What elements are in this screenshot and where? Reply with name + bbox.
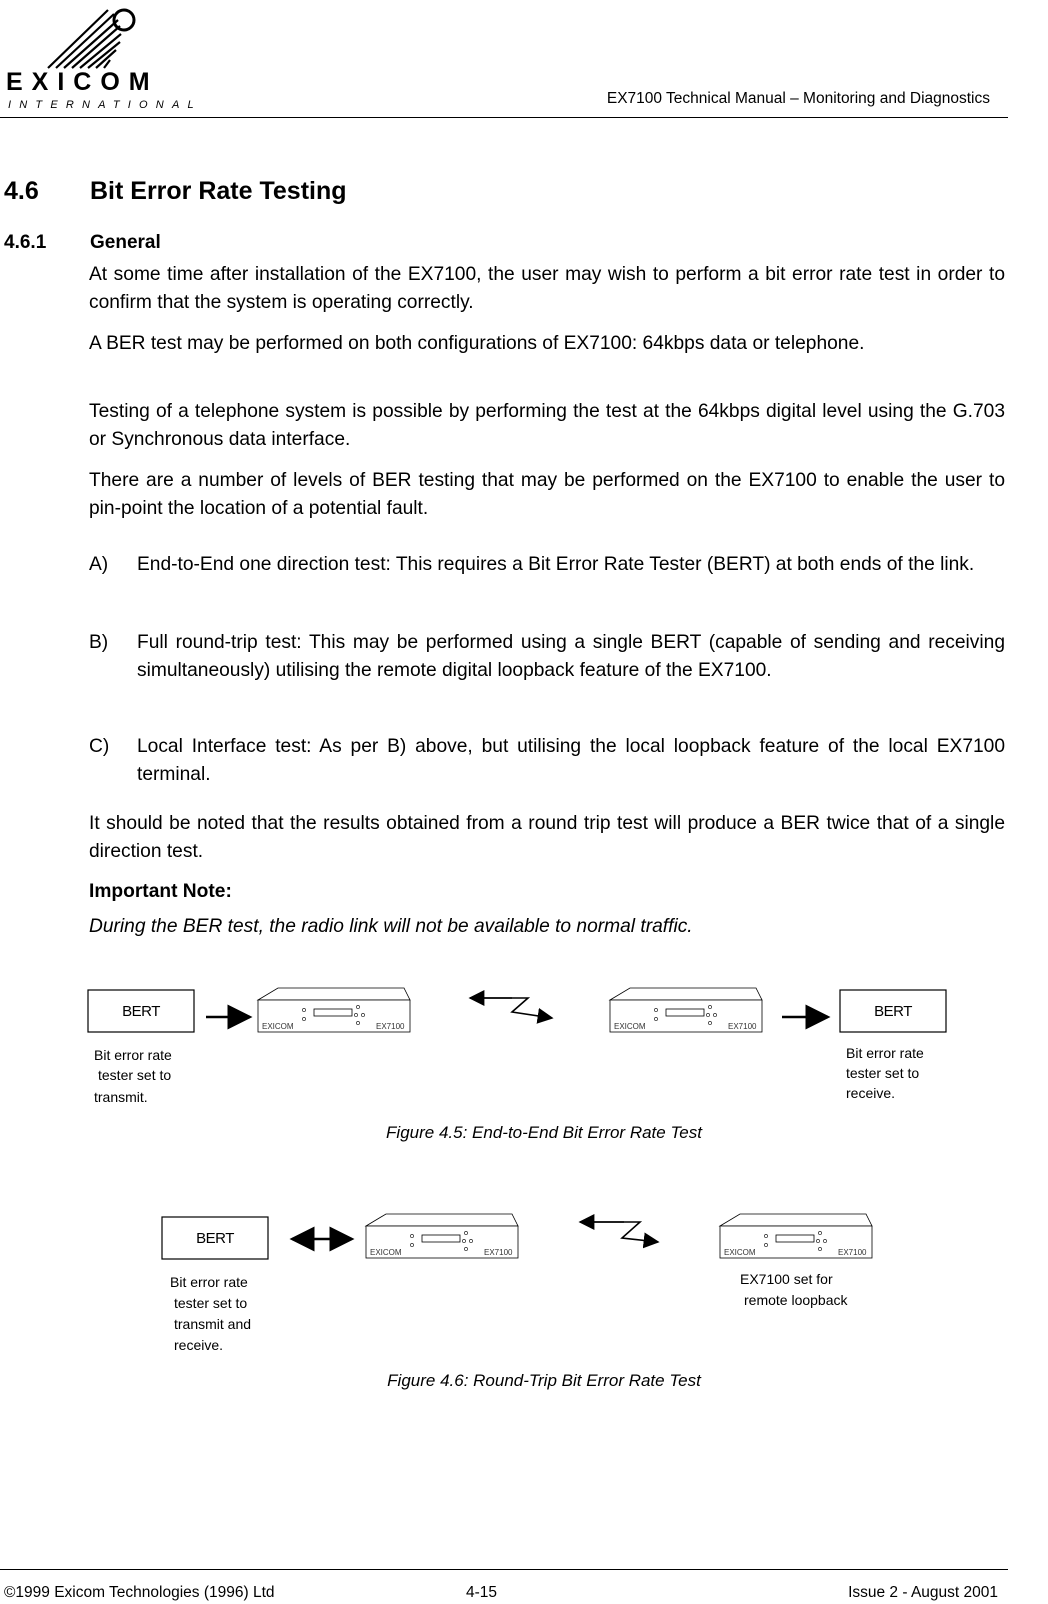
subsection-number: 4.6.1	[4, 232, 47, 253]
section-title: Bit Error Rate Testing	[90, 177, 347, 205]
logo-mark-icon	[48, 10, 134, 68]
bert-box-left	[88, 990, 194, 1032]
bert-label: BERT	[122, 1003, 160, 1020]
paragraph: At some time after installation of the EX7100, the user may wish to perform a bit error rate test in order to confirm that the system is operating correctly.	[89, 264, 1005, 313]
header-title: EX7100 Technical Manual – Monitoring and Diagnostics	[606, 90, 990, 107]
svg-text:Bit error rate: Bit error rate	[94, 1047, 172, 1063]
tester-label	[170, 1274, 251, 1353]
radio-link-icon	[582, 1222, 658, 1242]
footer-divider	[0, 1569, 1008, 1570]
svg-text:EX7100 set for: EX7100 set for	[740, 1271, 833, 1287]
subsection-heading	[4, 232, 161, 254]
note-title: Important Note:	[89, 881, 232, 902]
note-text: During the BER test, the radio link will not be available to normal traffic.	[89, 916, 693, 937]
bert-label: BERT	[196, 1230, 234, 1247]
list-item	[89, 551, 1005, 579]
unit-model: EX7100	[728, 1022, 757, 1031]
bert-box-right	[840, 990, 946, 1032]
radio-link-icon	[470, 998, 552, 1018]
paragraph: It should be noted that the results obtained from a round trip test will produce a BER twice that of a single direction test.	[89, 813, 1005, 862]
figure-caption: Figure 4.6: Round-Trip Bit Error Rate Test	[387, 1371, 701, 1390]
unit-brand: EXICOM	[724, 1248, 756, 1257]
svg-text:Bit error rate: Bit error rate	[170, 1274, 248, 1290]
list-text: End-to-End one direction test: This requires a Bit Error Rate Tester (BERT) at both ends of the link.	[137, 554, 975, 575]
remote-loopback-label	[740, 1271, 849, 1308]
unit-brand: EXICOM	[370, 1248, 402, 1257]
paragraph: Testing of a telephone system is possible by performing the test at the 64kbps digital level using the G.703 or Synchronous data interface.	[89, 401, 1005, 450]
unit-model: EX7100	[376, 1022, 405, 1031]
footer-issue: Issue 2 - August 2001	[848, 1584, 998, 1601]
list-item	[89, 733, 1005, 789]
subsection-title: General	[90, 232, 161, 253]
exicom-logo	[4, 4, 202, 112]
logo-brand: EXICOM	[6, 68, 159, 96]
unit-model: EX7100	[838, 1248, 867, 1257]
paragraph: There are a number of levels of BER testing that may be performed on the EX7100 to enable the user to pin-point the location of a potential fault.	[89, 470, 1005, 519]
footer-copyright: ©1999 Exicom Technologies (1996) Ltd	[4, 1584, 275, 1601]
figure-caption: Figure 4.5: End-to-End Bit Error Rate Test	[386, 1123, 702, 1142]
unit-brand: EXICOM	[262, 1022, 294, 1031]
figure-round-trip-diagram	[0, 1202, 1008, 1352]
logo-tagline: INTERNATIONAL	[8, 99, 202, 111]
left-tester-label-line3: transmit.	[94, 1089, 148, 1105]
ex7100-unit-left	[258, 988, 410, 1032]
svg-text:receive.: receive.	[174, 1337, 224, 1353]
svg-text:tester set to: tester set to	[98, 1067, 172, 1083]
right-tester-label	[846, 1045, 924, 1081]
svg-text:tester set to: tester set to	[846, 1065, 920, 1081]
bert-label: BERT	[874, 1003, 912, 1020]
left-tester-label	[94, 1047, 172, 1083]
figure-end-to-end-diagram	[0, 960, 1008, 1090]
bert-box	[162, 1217, 268, 1259]
section-number: 4.6	[4, 177, 39, 205]
footer-page-number: 4-15	[466, 1584, 498, 1601]
list-marker: B)	[89, 632, 109, 653]
section-heading	[4, 177, 347, 206]
ex7100-unit-remote	[720, 1214, 872, 1258]
svg-text:remote loopback: remote loopback	[744, 1292, 848, 1308]
right-tester-label-line3: receive.	[846, 1085, 896, 1101]
ex7100-unit-right	[610, 988, 762, 1032]
header-divider	[0, 117, 1008, 118]
unit-model: EX7100	[484, 1248, 513, 1257]
list-text: Full round-trip test: This may be performed using a single BERT (capable of sending and receiving simultaneously) utilising the remote digital loopback feature of the EX7100.	[137, 632, 1005, 681]
svg-text:Bit error rate: Bit error rate	[846, 1045, 924, 1061]
svg-text:tester set to: tester set to	[174, 1295, 248, 1311]
ex7100-unit-local	[366, 1214, 518, 1258]
unit-brand: EXICOM	[614, 1022, 646, 1031]
svg-text:transmit and: transmit and	[174, 1316, 252, 1332]
list-marker: C)	[89, 736, 110, 757]
list-text: Local Interface test: As per B) above, but utilising the local loopback feature of the local EX7100 terminal.	[137, 736, 1005, 785]
paragraph: A BER test may be performed on both configurations of EX7100: 64kbps data or telephone.	[89, 333, 865, 354]
list-item	[89, 629, 1005, 685]
figure-end-to-end-labels-tail	[0, 1085, 1008, 1106]
list-marker: A)	[89, 554, 109, 575]
